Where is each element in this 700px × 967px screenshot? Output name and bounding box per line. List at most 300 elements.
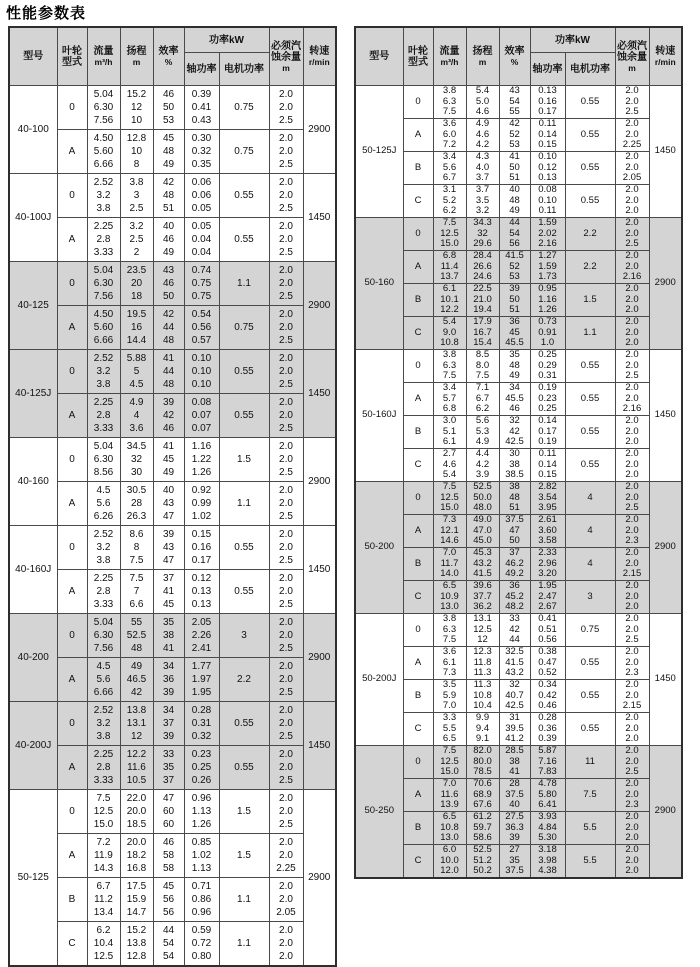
- shaft-power-cell: [184, 702, 219, 746]
- efficiency-cell: [153, 482, 184, 526]
- table-row: [355, 317, 682, 350]
- value-line: 48: [162, 379, 175, 390]
- value-line: 14.4: [126, 335, 147, 346]
- value-line: 45: [162, 454, 175, 465]
- flow-cell: [433, 746, 466, 779]
- value-line: 3: [133, 190, 140, 201]
- value-line: 0.10: [191, 379, 212, 390]
- value-line: 2.52: [93, 529, 114, 540]
- head-cell: [466, 152, 499, 185]
- value-line: 46.2: [505, 557, 524, 569]
- value-line: 2.8: [96, 586, 111, 597]
- unit-label: r/min: [308, 57, 330, 67]
- value-line: 2.0: [625, 524, 639, 536]
- value-line: 3.60: [538, 524, 557, 536]
- efficiency-cell: [499, 383, 530, 416]
- speed-cell: 2900: [649, 218, 682, 350]
- col-header-power-group: 功率kW: [530, 27, 615, 53]
- value-line: 12.5: [440, 227, 459, 239]
- value-line: 4.6: [442, 458, 457, 470]
- npsh-cell: [615, 779, 649, 812]
- value-line: 3.4: [442, 382, 457, 394]
- model-cell: 40-100: [9, 86, 57, 174]
- efficiency-cell: [499, 515, 530, 548]
- value-line: 0.96: [191, 907, 212, 918]
- value-line: 47: [162, 555, 175, 566]
- value-line: 34: [162, 661, 175, 672]
- value-line: 0.57: [191, 335, 212, 346]
- value-line: 0.13: [538, 172, 557, 184]
- flow-cell: [87, 922, 120, 967]
- efficiency-cell: [153, 570, 184, 614]
- col-header-motor-power: 电机功率: [565, 53, 615, 86]
- value-line: 82.0: [473, 745, 492, 757]
- value-line: 3.8: [442, 85, 457, 97]
- head-cell: [466, 482, 499, 515]
- efficiency-cell: [499, 482, 530, 515]
- shaft-power-cell: [184, 526, 219, 570]
- impeller-type-cell: A: [57, 570, 87, 614]
- value-line: 6.5: [442, 733, 457, 745]
- value-line: 49.0: [473, 514, 492, 526]
- value-line: 7.0: [442, 547, 457, 559]
- value-line: 6.8: [442, 250, 457, 262]
- value-line: 16.8: [126, 863, 147, 874]
- impeller-type-cell: 0: [57, 702, 87, 746]
- value-line: 41.2: [505, 733, 524, 745]
- value-line: 3.8: [442, 613, 457, 625]
- shaft-power-cell: [184, 922, 219, 967]
- flow-cell: [87, 790, 120, 834]
- value-line: 41.5: [505, 656, 524, 668]
- value-line: 10.8: [440, 821, 459, 833]
- head-cell: [466, 86, 499, 119]
- value-line: 50: [162, 102, 175, 113]
- value-line: 2.3: [625, 535, 639, 547]
- value-line: 44: [162, 322, 175, 333]
- value-line: 1.13: [191, 863, 212, 874]
- value-line: 51: [509, 172, 520, 184]
- value-line: 2.0: [625, 722, 639, 734]
- value-line: 50.2: [473, 865, 492, 877]
- impeller-type-cell: B: [57, 878, 87, 922]
- table-row: [355, 647, 682, 680]
- head-cell: [466, 185, 499, 218]
- value-line: 14.0: [440, 568, 459, 580]
- value-line: 2.0: [279, 542, 293, 553]
- value-line: 3.1: [442, 184, 457, 196]
- value-line: 11.6: [127, 762, 146, 773]
- col-header-flow: 流量 m³/h: [433, 27, 466, 86]
- shaft-power-cell: [530, 713, 565, 746]
- model-cell: 40-200J: [9, 702, 57, 790]
- value-line: 17.5: [126, 881, 147, 892]
- value-line: 0.10: [538, 194, 557, 206]
- npsh-cell: [615, 119, 649, 152]
- col-header-model: 型号: [355, 27, 403, 86]
- value-line: 4.0: [475, 161, 490, 173]
- value-line: 0.26: [191, 775, 212, 786]
- value-line: 52.5: [473, 481, 492, 493]
- shaft-power-cell: [184, 306, 219, 350]
- value-line: 2.0: [279, 102, 293, 113]
- impeller-type-cell: A: [57, 658, 87, 702]
- value-line: 2.5: [279, 291, 293, 302]
- value-line: 2.0: [279, 353, 293, 364]
- impeller-type-cell: 0: [403, 614, 433, 647]
- shaft-power-cell: [184, 262, 219, 306]
- model-cell: 40-125: [9, 262, 57, 350]
- efficiency-cell: [153, 746, 184, 790]
- shaft-power-cell: [184, 878, 219, 922]
- col-header-efficiency: 效率 %: [499, 27, 530, 86]
- value-line: 80.0: [473, 755, 492, 767]
- value-line: 46: [509, 403, 520, 415]
- unit-label: m: [628, 62, 636, 73]
- value-line: 0.75: [191, 278, 212, 289]
- value-line: 2.0: [625, 326, 639, 338]
- value-line: 3.9: [475, 469, 490, 481]
- motor-power-cell: 1.5: [219, 834, 269, 878]
- npsh-cell: [615, 680, 649, 713]
- value-line: 14.3: [93, 863, 114, 874]
- value-line: 58.6: [473, 832, 492, 844]
- value-line: 0.38: [538, 646, 557, 658]
- npsh-cell: [615, 614, 649, 647]
- value-line: 2.5: [279, 819, 293, 830]
- value-line: 4.4: [475, 448, 490, 460]
- unit-label: m³/h: [440, 57, 459, 67]
- value-line: 2.5: [279, 423, 293, 434]
- value-line: 2.5: [279, 159, 293, 170]
- value-line: 0.11: [538, 448, 557, 460]
- speed-cell: 1450: [303, 350, 336, 438]
- value-line: 4.5: [96, 661, 111, 672]
- shaft-power-cell: [530, 680, 565, 713]
- value-line: 30.5: [126, 485, 147, 496]
- value-line: 59.7: [473, 821, 492, 833]
- value-line: 0.30: [191, 133, 212, 144]
- motor-power-cell: 3: [565, 581, 615, 614]
- shaft-power-cell: [530, 350, 565, 383]
- value-line: 2.0: [279, 410, 293, 421]
- value-line: 2.5: [279, 775, 293, 786]
- value-line: 3.8: [442, 349, 457, 361]
- value-line: 2.0: [625, 415, 639, 427]
- value-line: 23.5: [126, 265, 147, 276]
- value-line: 2.5: [279, 379, 293, 390]
- value-line: 41.5: [473, 568, 492, 580]
- value-line: 2.16: [622, 403, 642, 415]
- value-line: 8: [133, 542, 140, 553]
- value-line: 9.9: [475, 712, 490, 724]
- value-line: 45: [162, 881, 175, 892]
- value-line: 3.2: [96, 542, 111, 553]
- value-line: 37.5: [505, 514, 524, 526]
- value-line: 2.25: [93, 397, 114, 408]
- head-cell: [466, 680, 499, 713]
- value-line: 15.0: [440, 238, 459, 250]
- value-line: 0.05: [191, 221, 212, 232]
- value-line: 26.6: [473, 260, 492, 272]
- value-line: 0.12: [538, 161, 557, 173]
- impeller-type-cell: A: [403, 251, 433, 284]
- col-header-impeller: 叶轮型式: [403, 27, 433, 86]
- value-line: 29.6: [473, 238, 492, 250]
- value-line: 6.66: [93, 159, 114, 170]
- motor-power-cell: 0.55: [565, 119, 615, 152]
- value-line: 12.3: [473, 646, 492, 658]
- value-line: 5.60: [93, 322, 114, 333]
- value-line: 2.0: [625, 382, 639, 394]
- value-line: 7.5: [442, 370, 457, 382]
- npsh-cell: [615, 845, 649, 879]
- col-header-npsh: 必须汽蚀余量 m: [615, 27, 649, 86]
- flow-cell: [433, 383, 466, 416]
- value-line: 28.5: [505, 745, 524, 757]
- value-line: 0.56: [191, 322, 212, 333]
- impeller-type-cell: B: [403, 680, 433, 713]
- col-header-shaft-power: 轴功率: [184, 53, 219, 86]
- head-cell: [120, 746, 153, 790]
- motor-power-cell: 5.5: [565, 845, 615, 879]
- value-line: 2.0: [625, 590, 639, 602]
- value-line: 6.41: [538, 799, 557, 811]
- efficiency-cell: [153, 702, 184, 746]
- value-line: 12.0: [440, 865, 459, 877]
- value-line: 22.5: [473, 283, 492, 295]
- col-header-flow: 流量 m³/h: [87, 27, 120, 86]
- value-line: 2.0: [625, 95, 639, 107]
- table-row: [9, 482, 336, 526]
- impeller-type-cell: C: [403, 317, 433, 350]
- head-cell: [120, 130, 153, 174]
- value-line: 2.5: [279, 115, 293, 126]
- value-line: 39: [162, 731, 175, 742]
- value-line: 48: [162, 190, 175, 201]
- value-line: 2.0: [625, 557, 639, 569]
- table-row: [9, 174, 336, 218]
- value-line: 40.7: [505, 689, 524, 701]
- table-row: [9, 130, 336, 174]
- value-line: 0.28: [191, 705, 212, 716]
- value-line: 2.0: [279, 177, 293, 188]
- table-row: [9, 878, 336, 922]
- value-line: 34: [509, 382, 520, 394]
- value-line: 61.2: [473, 811, 492, 823]
- impeller-type-cell: A: [403, 119, 433, 152]
- flow-cell: [433, 185, 466, 218]
- table-row: [9, 218, 336, 262]
- efficiency-cell: [499, 581, 530, 614]
- shaft-power-cell: [184, 218, 219, 262]
- efficiency-cell: [499, 317, 530, 350]
- value-line: 44: [509, 634, 520, 646]
- value-line: 0.06: [191, 177, 212, 188]
- efficiency-cell: [153, 658, 184, 702]
- impeller-type-cell: 0: [57, 86, 87, 130]
- value-line: 13.0: [440, 832, 459, 844]
- value-line: 7.5: [129, 573, 144, 584]
- motor-power-cell: 0.55: [565, 680, 615, 713]
- value-line: 12.2: [126, 749, 147, 760]
- table-row: [355, 218, 682, 251]
- value-line: 2.0: [279, 441, 293, 452]
- value-line: 42: [162, 177, 175, 188]
- value-line: 6.3: [442, 623, 457, 635]
- motor-power-cell: 7.5: [565, 779, 615, 812]
- value-line: 45.5: [505, 337, 524, 349]
- value-line: 2.0: [625, 469, 639, 481]
- value-line: 35: [509, 349, 520, 361]
- head-cell: [120, 834, 153, 878]
- npsh-cell: [269, 834, 303, 878]
- value-line: 15.2: [126, 89, 147, 100]
- value-line: 3.5: [442, 679, 457, 691]
- model-cell: 40-100J: [9, 174, 57, 262]
- shaft-power-cell: [184, 570, 219, 614]
- value-line: 2.5: [625, 502, 639, 514]
- npsh-cell: [269, 218, 303, 262]
- value-line: 4.2: [475, 458, 490, 470]
- value-line: 0.72: [191, 938, 212, 949]
- value-line: 32: [509, 679, 520, 691]
- npsh-cell: [269, 130, 303, 174]
- value-line: 0.25: [538, 403, 557, 415]
- value-line: 15.0: [93, 819, 114, 830]
- value-line: 0.16: [538, 95, 557, 107]
- value-line: 10.9: [440, 590, 459, 602]
- impeller-type-cell: A: [57, 834, 87, 878]
- efficiency-cell: [499, 350, 530, 383]
- value-line: 39: [509, 832, 520, 844]
- impeller-type-cell: A: [403, 515, 433, 548]
- value-line: 5.6: [96, 674, 111, 685]
- value-line: 5.0: [475, 95, 490, 107]
- value-line: 2.41: [191, 643, 212, 654]
- model-cell: 40-160J: [9, 526, 57, 614]
- unit-label: m: [282, 62, 290, 73]
- value-line: 0.17: [191, 555, 212, 566]
- value-line: 2.5: [129, 203, 144, 214]
- value-line: 0.75: [191, 291, 212, 302]
- efficiency-cell: [499, 86, 530, 119]
- impeller-type-cell: C: [403, 845, 433, 879]
- value-line: 3.33: [93, 775, 114, 786]
- value-line: 7.5: [442, 481, 457, 493]
- table-row: [355, 119, 682, 152]
- value-line: 13.1: [473, 613, 492, 625]
- value-line: 2.0: [625, 844, 639, 856]
- impeller-type-cell: A: [57, 482, 87, 526]
- value-line: 7.5: [129, 555, 144, 566]
- value-line: 24.6: [473, 271, 492, 283]
- value-line: 44: [162, 925, 175, 936]
- value-line: 4.6: [475, 106, 490, 118]
- value-line: 36: [162, 674, 175, 685]
- value-line: 2.0: [279, 938, 293, 949]
- speed-cell: 2900: [303, 438, 336, 526]
- npsh-cell: [269, 746, 303, 790]
- value-line: 2.0: [279, 89, 293, 100]
- head-cell: [120, 878, 153, 922]
- flow-cell: [433, 482, 466, 515]
- head-cell: [120, 614, 153, 658]
- value-line: 0.16: [191, 542, 212, 553]
- impeller-type-cell: 0: [57, 614, 87, 658]
- value-line: 0.25: [191, 762, 212, 773]
- value-line: 78.5: [473, 766, 492, 778]
- value-line: 5.4: [475, 85, 490, 97]
- table-body: [9, 86, 336, 967]
- speed-cell: 2900: [303, 790, 336, 967]
- value-line: 2.0: [625, 128, 639, 140]
- value-line: 15.0: [440, 766, 459, 778]
- value-line: 2.0: [279, 617, 293, 628]
- value-line: 3.58: [538, 535, 557, 547]
- value-line: 50: [509, 161, 520, 173]
- npsh-cell: [269, 878, 303, 922]
- impeller-type-cell: B: [403, 284, 433, 317]
- motor-power-cell: 0.75: [219, 86, 269, 130]
- impeller-type-cell: A: [57, 306, 87, 350]
- impeller-type-cell: B: [403, 152, 433, 185]
- value-line: 3.7: [475, 184, 490, 196]
- value-line: 6.5: [442, 580, 457, 592]
- value-line: 43.2: [473, 557, 492, 569]
- value-line: 2.0: [625, 580, 639, 592]
- value-line: 1.26: [191, 467, 212, 478]
- motor-power-cell: 0.55: [219, 526, 269, 570]
- npsh-cell: [615, 86, 649, 119]
- value-line: 7.56: [93, 115, 114, 126]
- npsh-cell: [615, 251, 649, 284]
- value-line: 2.7: [442, 448, 457, 460]
- head-cell: [120, 702, 153, 746]
- value-line: 4.5: [96, 485, 111, 496]
- value-line: 0.51: [538, 623, 557, 635]
- shaft-power-cell: [184, 834, 219, 878]
- value-line: 3.54: [538, 491, 557, 503]
- value-line: 19.5: [126, 309, 147, 320]
- shaft-power-cell: [530, 383, 565, 416]
- value-line: 14.6: [440, 535, 459, 547]
- table-row: [9, 350, 336, 394]
- value-line: 2.0: [625, 854, 639, 866]
- shaft-power-cell: [184, 482, 219, 526]
- value-line: 32: [130, 454, 143, 465]
- value-line: 49.2: [505, 568, 524, 580]
- motor-power-cell: 0.55: [565, 449, 615, 482]
- value-line: 58: [162, 850, 175, 861]
- value-line: 2.25: [622, 139, 642, 151]
- value-line: 38.5: [505, 469, 524, 481]
- value-line: 3.18: [538, 844, 557, 856]
- value-line: 43: [162, 498, 175, 509]
- value-line: 47.0: [473, 524, 492, 536]
- unit-label: m: [478, 57, 487, 67]
- npsh-cell: [615, 449, 649, 482]
- page-title: 性能参数表: [6, 5, 87, 22]
- value-line: 49: [130, 661, 143, 672]
- efficiency-cell: [153, 790, 184, 834]
- value-line: 49: [162, 467, 175, 478]
- value-line: 45.0: [473, 535, 492, 547]
- right-table: [354, 26, 683, 879]
- head-cell: [466, 713, 499, 746]
- col-header-npsh: 必须汽蚀余量 m: [269, 27, 303, 86]
- efficiency-cell: [153, 350, 184, 394]
